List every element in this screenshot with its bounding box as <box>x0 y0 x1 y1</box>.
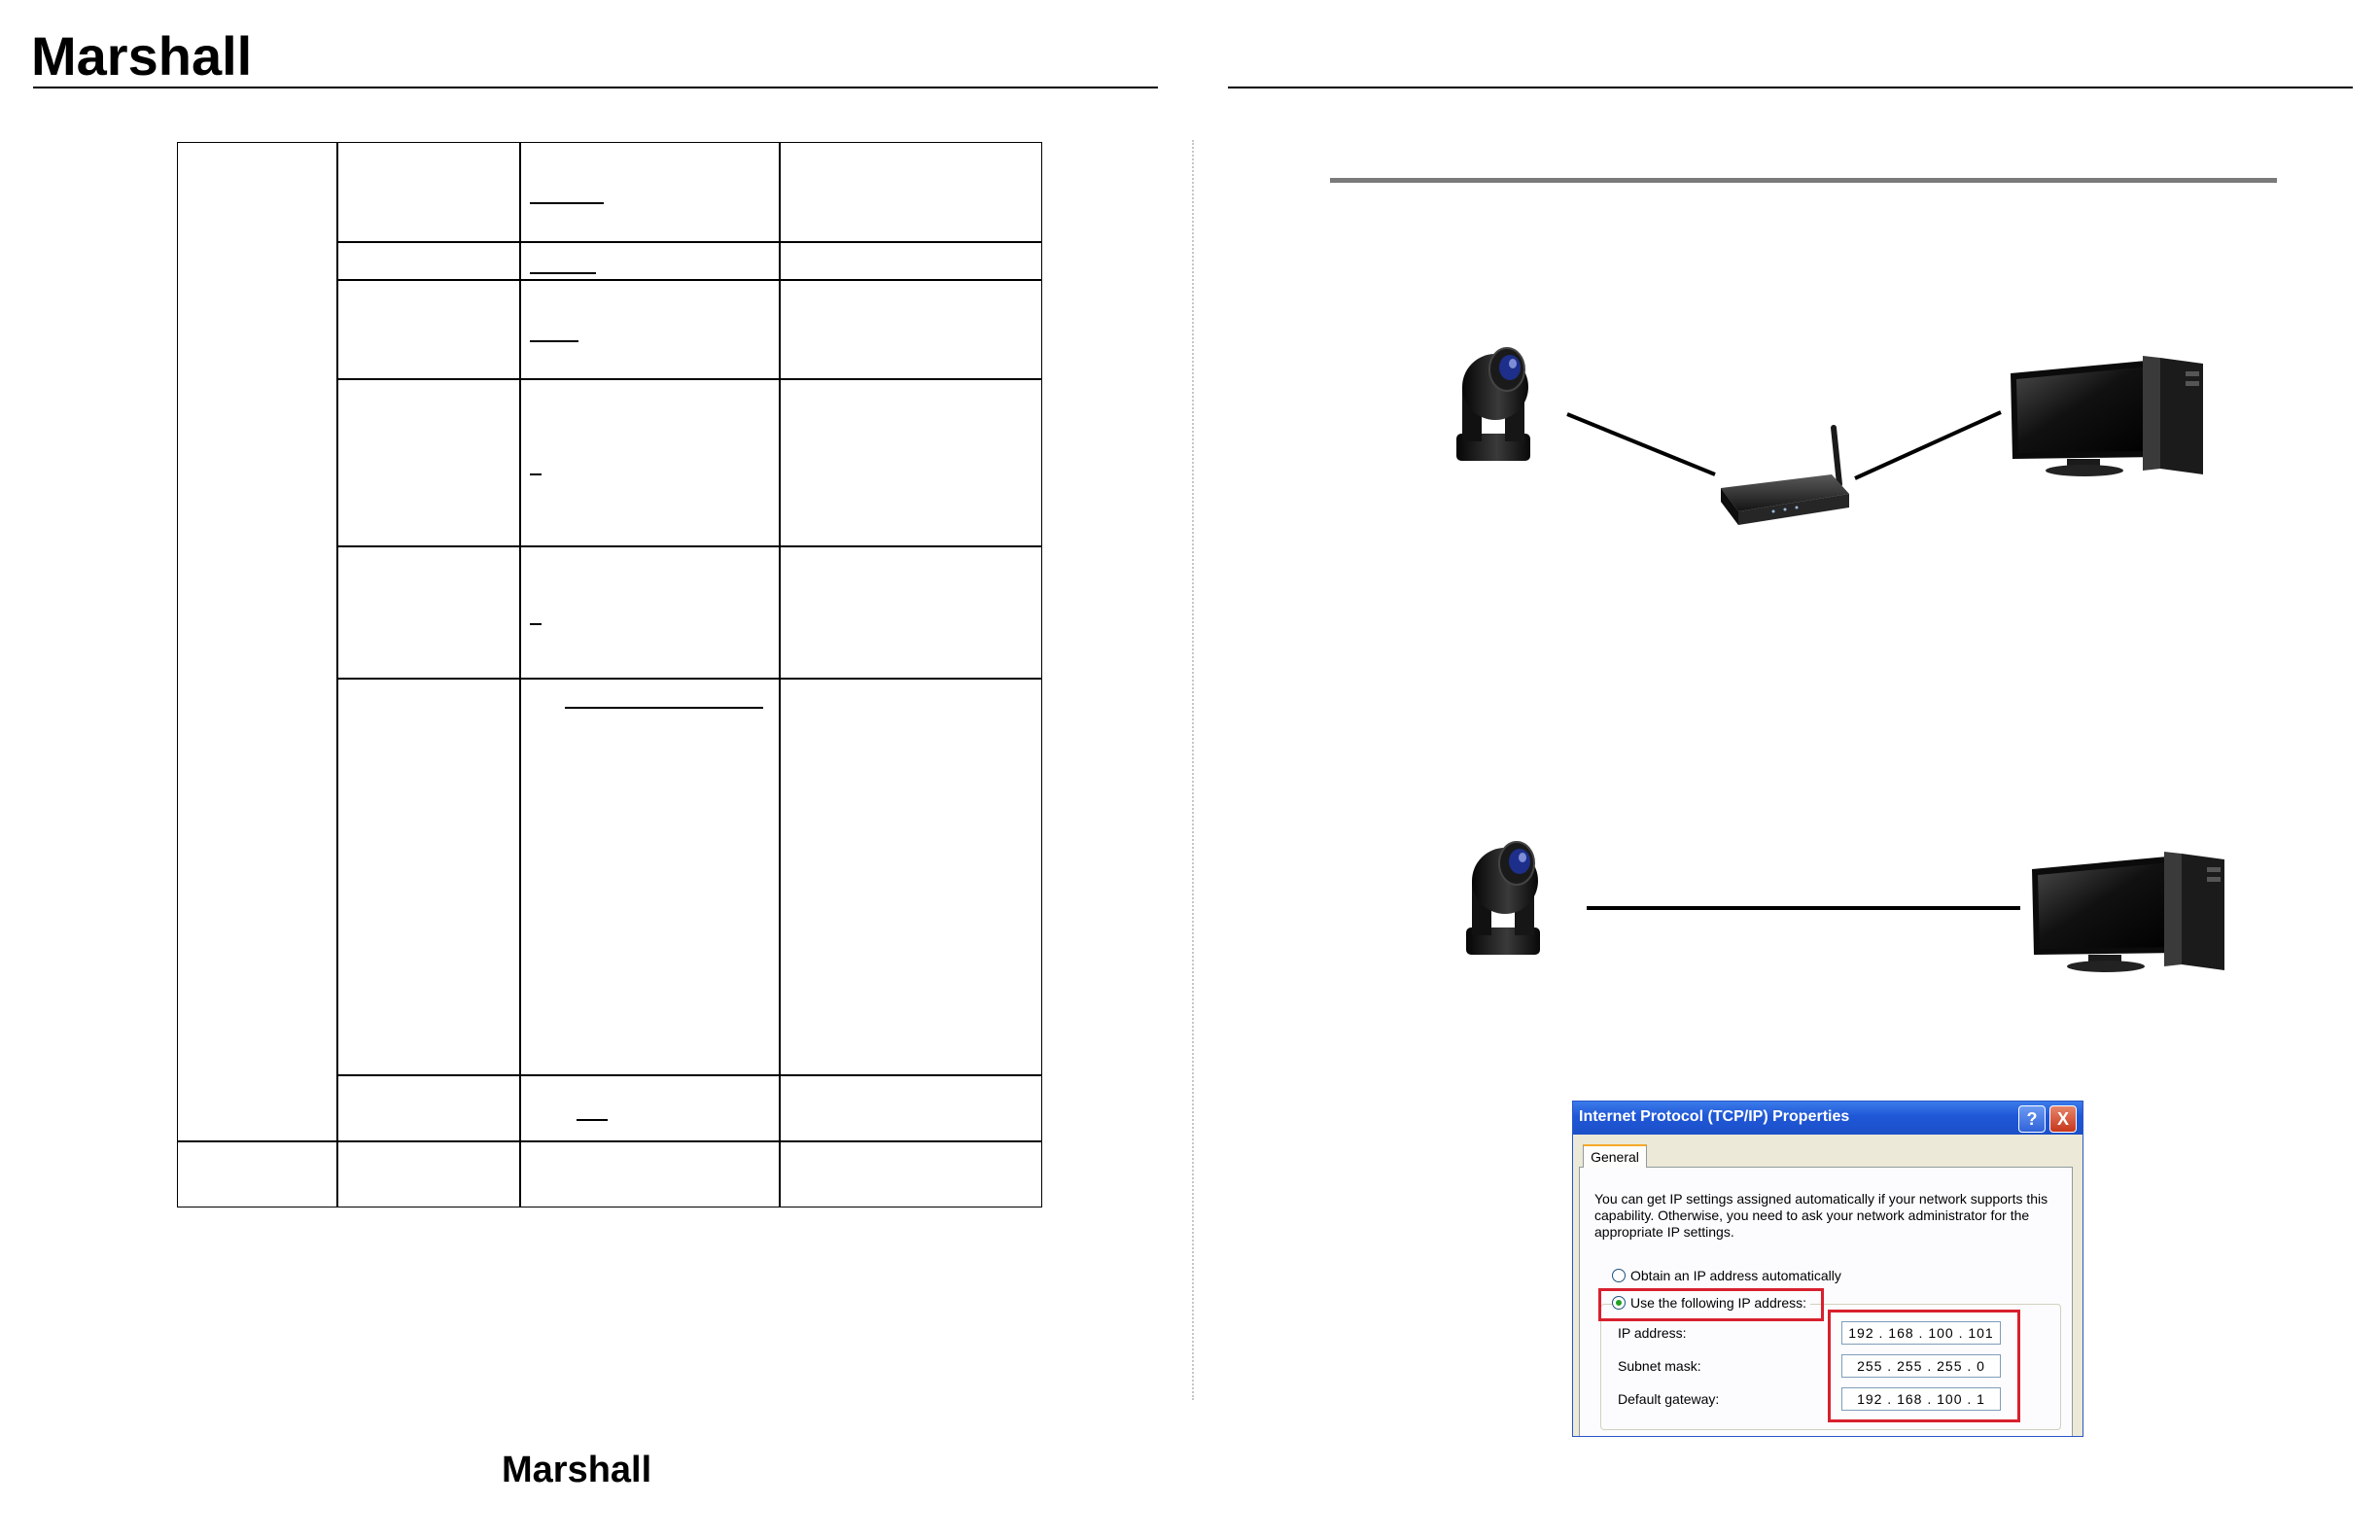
table-column-divider <box>336 143 338 1207</box>
marshall-logo: Marshall <box>31 25 253 87</box>
table-column-divider <box>779 143 781 1207</box>
tab-general[interactable]: General <box>1583 1144 1647 1168</box>
table-underline <box>577 1119 608 1121</box>
line-camera-computer <box>1587 906 2020 910</box>
table-underline <box>530 272 596 274</box>
camera-icon <box>1449 340 1538 465</box>
header-rule-left <box>33 87 1158 88</box>
line-camera-router <box>1565 408 1721 476</box>
table-row-divider <box>336 241 1042 243</box>
dialog-titlebar <box>1573 1102 2082 1135</box>
table-underline <box>530 340 578 342</box>
table-underline <box>565 707 763 709</box>
table-underline <box>530 473 542 475</box>
default-gateway-label: Default gateway: <box>1618 1391 1720 1407</box>
tcpip-properties-dialog <box>1572 1101 2083 1437</box>
header-rule-right <box>1228 87 2353 88</box>
highlight-box-fields <box>1828 1310 2020 1422</box>
default-gateway-input[interactable]: 192 . 168 . 100 . 1 <box>1841 1387 2001 1411</box>
page-divider <box>1192 140 1194 1400</box>
section-rule <box>1330 178 2277 183</box>
highlight-box-radio <box>1598 1288 1824 1321</box>
ip-address-input[interactable]: 192 . 168 . 100 . 101 <box>1841 1321 2001 1345</box>
table-row-divider <box>336 545 1042 547</box>
router-icon <box>1717 424 1853 533</box>
table-row-divider <box>336 378 1042 380</box>
subnet-mask-label: Subnet mask: <box>1618 1358 1701 1374</box>
camera-icon <box>1458 834 1548 959</box>
help-button[interactable]: ? <box>2018 1105 2046 1133</box>
subnet-mask-input[interactable]: 255 . 255 . 255 . 0 <box>1841 1354 2001 1378</box>
table-column-divider <box>519 143 521 1207</box>
radio-obtain-automatically[interactable] <box>1612 1267 1841 1284</box>
marshall-footer-logo: Marshall <box>502 1450 652 1490</box>
radio-circle-icon[interactable] <box>1612 1269 1626 1282</box>
close-button[interactable]: X <box>2049 1105 2077 1133</box>
radio-label: Use the following IP address: <box>1630 1295 1807 1311</box>
radio-label: Obtain an IP address automatically <box>1630 1268 1841 1283</box>
ip-address-label: IP address: <box>1618 1325 1687 1341</box>
table-row-divider <box>336 279 1042 281</box>
specification-table <box>177 142 1042 1208</box>
table-underline <box>530 202 604 204</box>
desktop-computer-icon <box>2028 850 2232 974</box>
table-row-divider <box>178 1140 1042 1142</box>
dialog-title: Internet Protocol (TCP/IP) Properties <box>1579 1108 1850 1125</box>
line-router-computer <box>1851 406 2007 484</box>
table-underline <box>530 623 542 625</box>
dialog-description: You can get IP settings assigned automatically if your network supports this capability. Otherwise, you need to ask your network administrator for the appropriate IP settings. <box>1594 1191 2048 1240</box>
desktop-computer-icon <box>2007 354 2211 478</box>
table-row-divider <box>336 1074 1042 1076</box>
table-row-divider <box>336 678 1042 680</box>
